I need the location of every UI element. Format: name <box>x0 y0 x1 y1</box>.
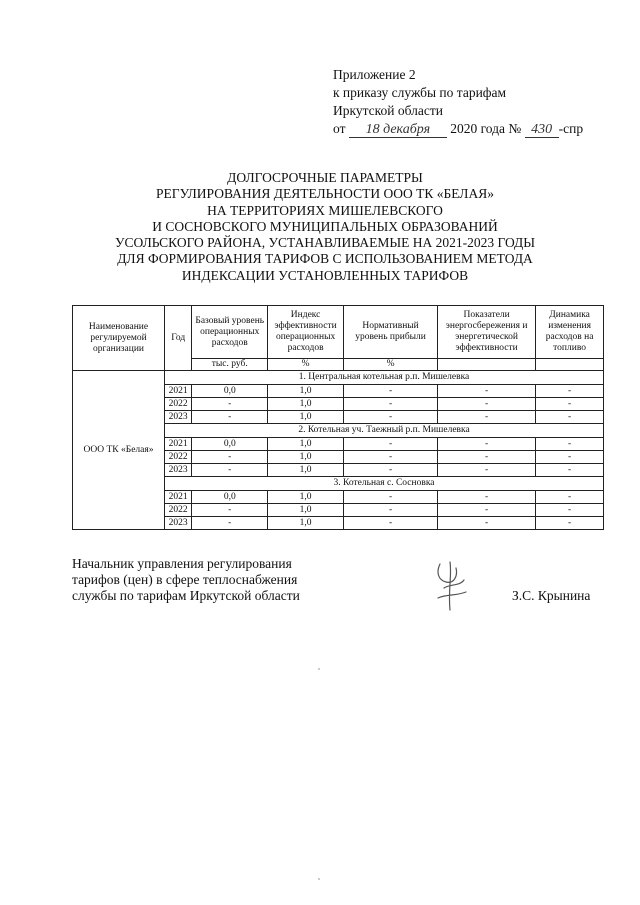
cell-fuel: - <box>536 451 604 464</box>
cell-fuel: - <box>536 464 604 477</box>
cell-index: 1,0 <box>268 385 344 398</box>
date-prefix: от <box>333 121 346 136</box>
cell-index: 1,0 <box>268 517 344 530</box>
signer-name: З.С. Крынина <box>512 588 591 603</box>
cell-year: 2021 <box>165 491 192 504</box>
title-line: УСОЛЬСКОГО РАЙОНА, УСТАНАВЛИВАЕМЫЕ НА 2021-2023 ГОДЫ <box>114 235 536 251</box>
appendix-line-3: Иркутской области <box>333 103 444 118</box>
header-base-opex: Базовый уровень операционных расходов <box>192 306 268 359</box>
cell-year: 2023 <box>165 411 192 424</box>
number-suffix: -спр <box>558 121 584 136</box>
cell-year: 2021 <box>165 385 192 398</box>
cell-base: 0,0 <box>192 438 268 451</box>
cell-profit: - <box>344 385 438 398</box>
title-line: ИНДЕКСАЦИИ УСТАНОВЛЕННЫХ ТАРИФОВ <box>181 267 469 283</box>
cell-fuel: - <box>536 398 604 411</box>
cell-fuel: - <box>536 517 604 530</box>
appendix-line-1: Приложение 2 <box>333 67 416 82</box>
cell-year: 2022 <box>165 398 192 411</box>
handwritten-date: 18 декабря <box>349 122 447 138</box>
cell-year: 2023 <box>165 517 192 530</box>
title-line: ДОЛГОСРОЧНЫЕ ПАРАМЕТРЫ <box>227 170 423 185</box>
cell-energy: - <box>438 464 536 477</box>
cell-index: 1,0 <box>268 438 344 451</box>
cell-index: 1,0 <box>268 411 344 424</box>
cell-fuel: - <box>536 411 604 424</box>
parameters-table <box>72 305 604 530</box>
appendix-date-line <box>333 120 623 138</box>
cell-profit: - <box>344 398 438 411</box>
cell-energy: - <box>438 438 536 451</box>
cell-profit: - <box>344 411 438 424</box>
cell-year: 2022 <box>165 504 192 517</box>
cell-fuel: - <box>536 491 604 504</box>
cell-base: - <box>192 398 268 411</box>
handwritten-signature <box>430 558 472 614</box>
section-title: 2. Котельная уч. Таежный р.п. Мишелевка <box>165 424 604 438</box>
scan-speck <box>318 878 320 880</box>
unit-profit-level: % <box>344 359 438 371</box>
cell-energy: - <box>438 504 536 517</box>
organization-name: ООО ТК «Белая» <box>73 371 165 530</box>
signer-position-line-1: Начальник управления регулирования <box>72 556 292 571</box>
handwritten-number: 430 <box>525 122 559 138</box>
cell-base: - <box>192 411 268 424</box>
cell-year: 2022 <box>165 451 192 464</box>
cell-profit: - <box>344 504 438 517</box>
section-title: 1. Центральная котельная р.п. Мишелевка <box>165 371 604 385</box>
cell-index: 1,0 <box>268 504 344 517</box>
cell-base: 0,0 <box>192 385 268 398</box>
cell-fuel: - <box>536 385 604 398</box>
unit-base-opex: тыс. руб. <box>192 359 268 371</box>
unit-efficiency-index: % <box>268 359 344 371</box>
scan-speck <box>318 668 320 670</box>
date-suffix: 2020 года № <box>450 121 522 136</box>
cell-energy: - <box>438 411 536 424</box>
appendix-line-2: к приказу службы по тарифам <box>333 85 507 100</box>
cell-index: 1,0 <box>268 464 344 477</box>
cell-index: 1,0 <box>268 451 344 464</box>
cell-energy: - <box>438 398 536 411</box>
cell-fuel: - <box>536 504 604 517</box>
cell-energy: - <box>438 451 536 464</box>
unit-energy-saving <box>438 359 536 371</box>
header-organization: Наименование регулируемой организации <box>73 306 165 371</box>
cell-base: - <box>192 517 268 530</box>
header-energy-saving: Показатели энергосбережения и энергетической эффективности <box>438 306 536 359</box>
cell-fuel: - <box>536 438 604 451</box>
header-efficiency-index: Индекс эффективности операционных расходов <box>268 306 344 359</box>
cell-profit: - <box>344 491 438 504</box>
title-line: И СОСНОВСКОГО МУНИЦИПАЛЬНЫХ ОБРАЗОВАНИЙ <box>152 218 498 234</box>
header-fuel-dynamics: Динамика изменения расходов на топливо <box>536 306 604 359</box>
cell-year: 2021 <box>165 438 192 451</box>
cell-index: 1,0 <box>268 491 344 504</box>
title-line: РЕГУЛИРОВАНИЯ ДЕЯТЕЛЬНОСТИ ООО ТК «БЕЛАЯ» <box>156 186 494 202</box>
title-line: ДЛЯ ФОРМИРОВАНИЯ ТАРИФОВ С ИСПОЛЬЗОВАНИЕМ МЕТОДА <box>117 251 533 267</box>
signer-position-line-3: службы по тарифам Иркутской области <box>72 588 300 603</box>
appendix-block <box>333 66 623 138</box>
cell-index: 1,0 <box>268 398 344 411</box>
signer-position-line-2: тарифов (цен) в сфере теплоснабжения <box>72 572 298 587</box>
cell-energy: - <box>438 517 536 530</box>
section-row <box>73 371 604 385</box>
cell-profit: - <box>344 517 438 530</box>
cell-base: - <box>192 451 268 464</box>
cell-base: - <box>192 504 268 517</box>
cell-base: - <box>192 464 268 477</box>
cell-profit: - <box>344 451 438 464</box>
title-line: НА ТЕРРИТОРИЯХ МИШЕЛЕВСКОГО <box>207 202 443 218</box>
header-profit-level: Нормативный уровень прибыли <box>344 306 438 359</box>
cell-base: 0,0 <box>192 491 268 504</box>
cell-profit: - <box>344 464 438 477</box>
cell-year: 2023 <box>165 464 192 477</box>
document-title <box>90 170 560 284</box>
signature-block <box>72 556 372 604</box>
cell-profit: - <box>344 438 438 451</box>
header-year: Год <box>165 306 192 371</box>
cell-energy: - <box>438 385 536 398</box>
cell-energy: - <box>438 491 536 504</box>
section-title: 3. Котельная с. Сосновка <box>165 477 604 491</box>
unit-fuel-dynamics <box>536 359 604 371</box>
table-header-row <box>73 306 604 359</box>
